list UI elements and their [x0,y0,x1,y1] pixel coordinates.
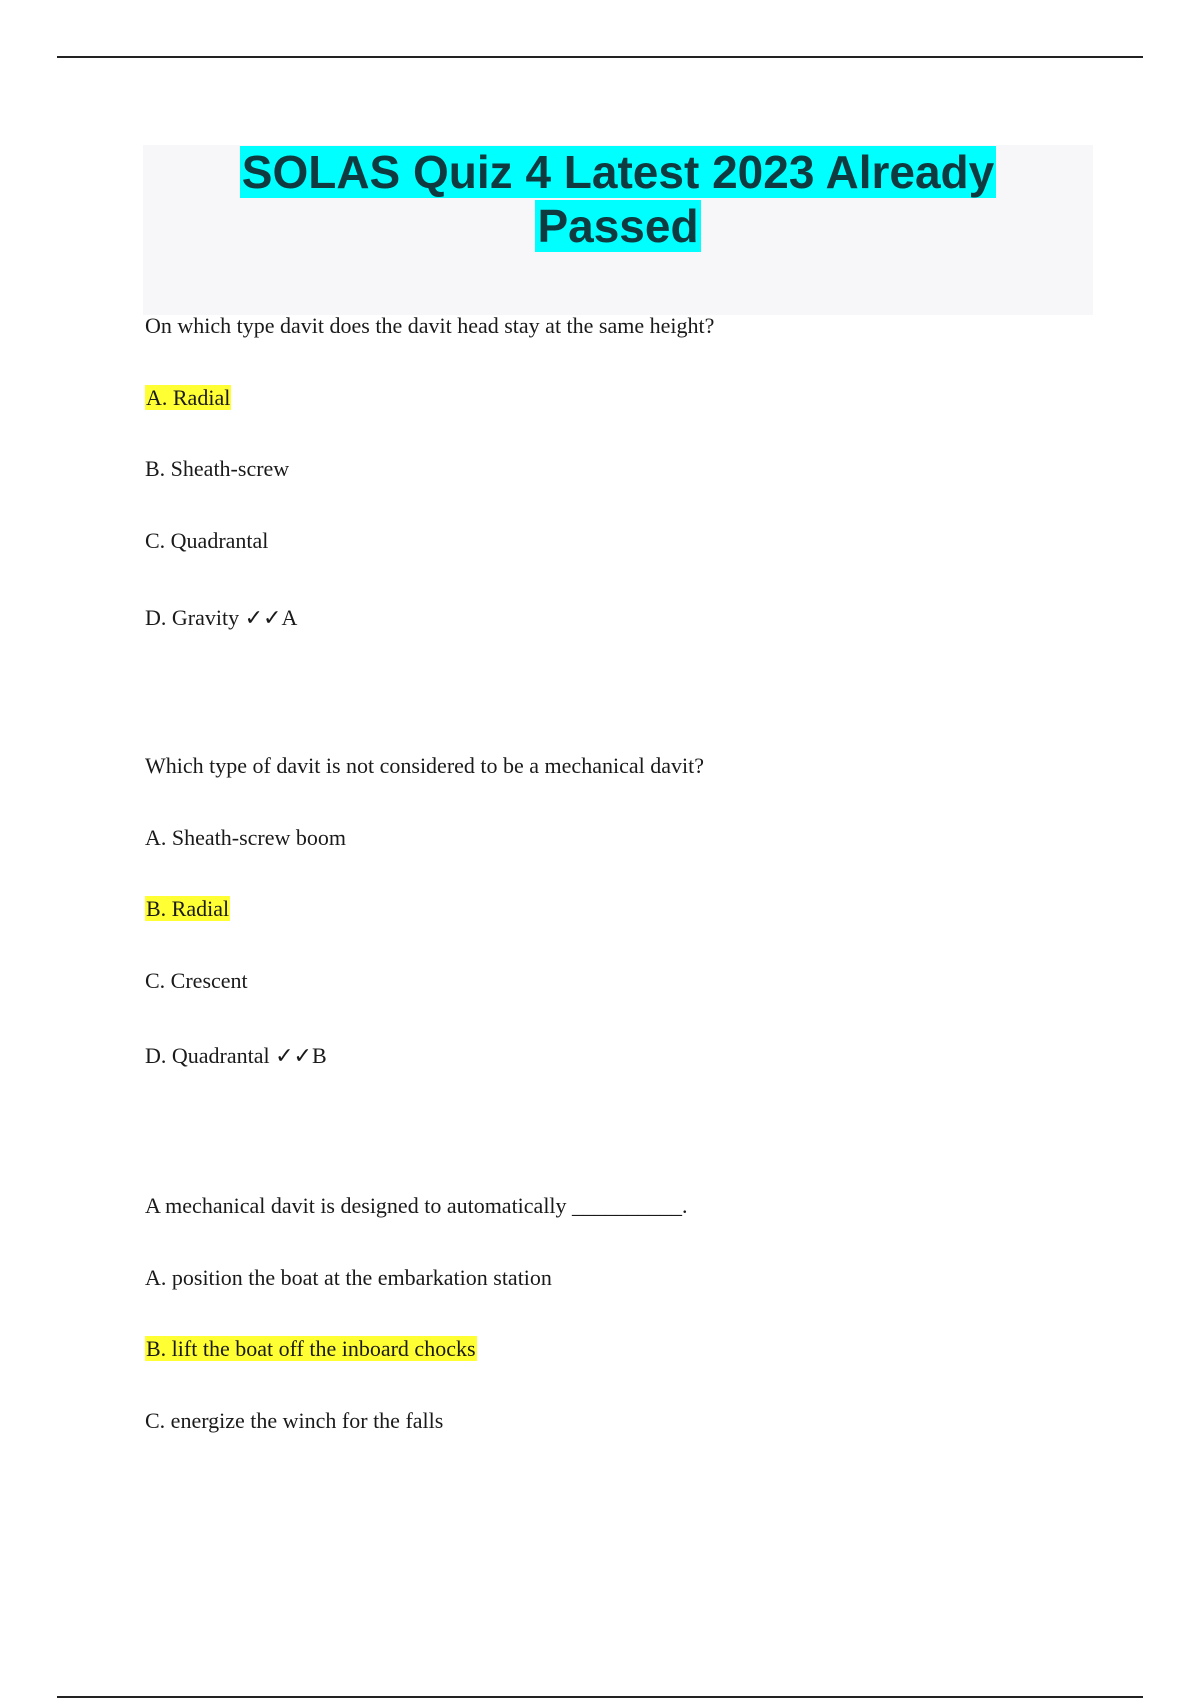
question-3-option-a: A. position the boat at the embarkation station [145,1265,552,1290]
question-3-option-b [145,1335,477,1363]
question-2-option-c: C. Crescent [145,968,248,993]
question-1-option-d: D. Gravity ✓✓A [145,605,298,630]
question-2-option-d: D. Quadrantal ✓✓B [145,1043,327,1068]
question-3-text: A mechanical davit is designed to automatically __________. [145,1193,688,1218]
answer-highlight: A. Radial [146,385,231,410]
header-rule [57,56,1143,58]
question-1-text: On which type davit does the davit head stay at the same height? [145,313,715,338]
question-1-option-a [145,384,231,412]
question-2-text: Which type of davit is not considered to be a mechanical davit? [145,753,704,778]
answer-highlight: B. Radial [146,896,230,921]
document-title [143,145,1093,253]
question-2-option-b [145,895,230,923]
title-line-2: Passed [537,200,699,252]
title-line-1: SOLAS Quiz 4 Latest 2023 Already [241,146,995,198]
footer-rule [57,1696,1143,1698]
question-1-option-b: B. Sheath-screw [145,456,290,481]
question-3-option-c: C. energize the winch for the falls [145,1408,444,1433]
answer-highlight: B. lift the boat off the inboard chocks [146,1336,476,1361]
question-1-option-c: C. Quadrantal [145,528,269,553]
title-banner [143,145,1093,315]
question-2-option-a: A. Sheath-screw boom [145,825,347,850]
